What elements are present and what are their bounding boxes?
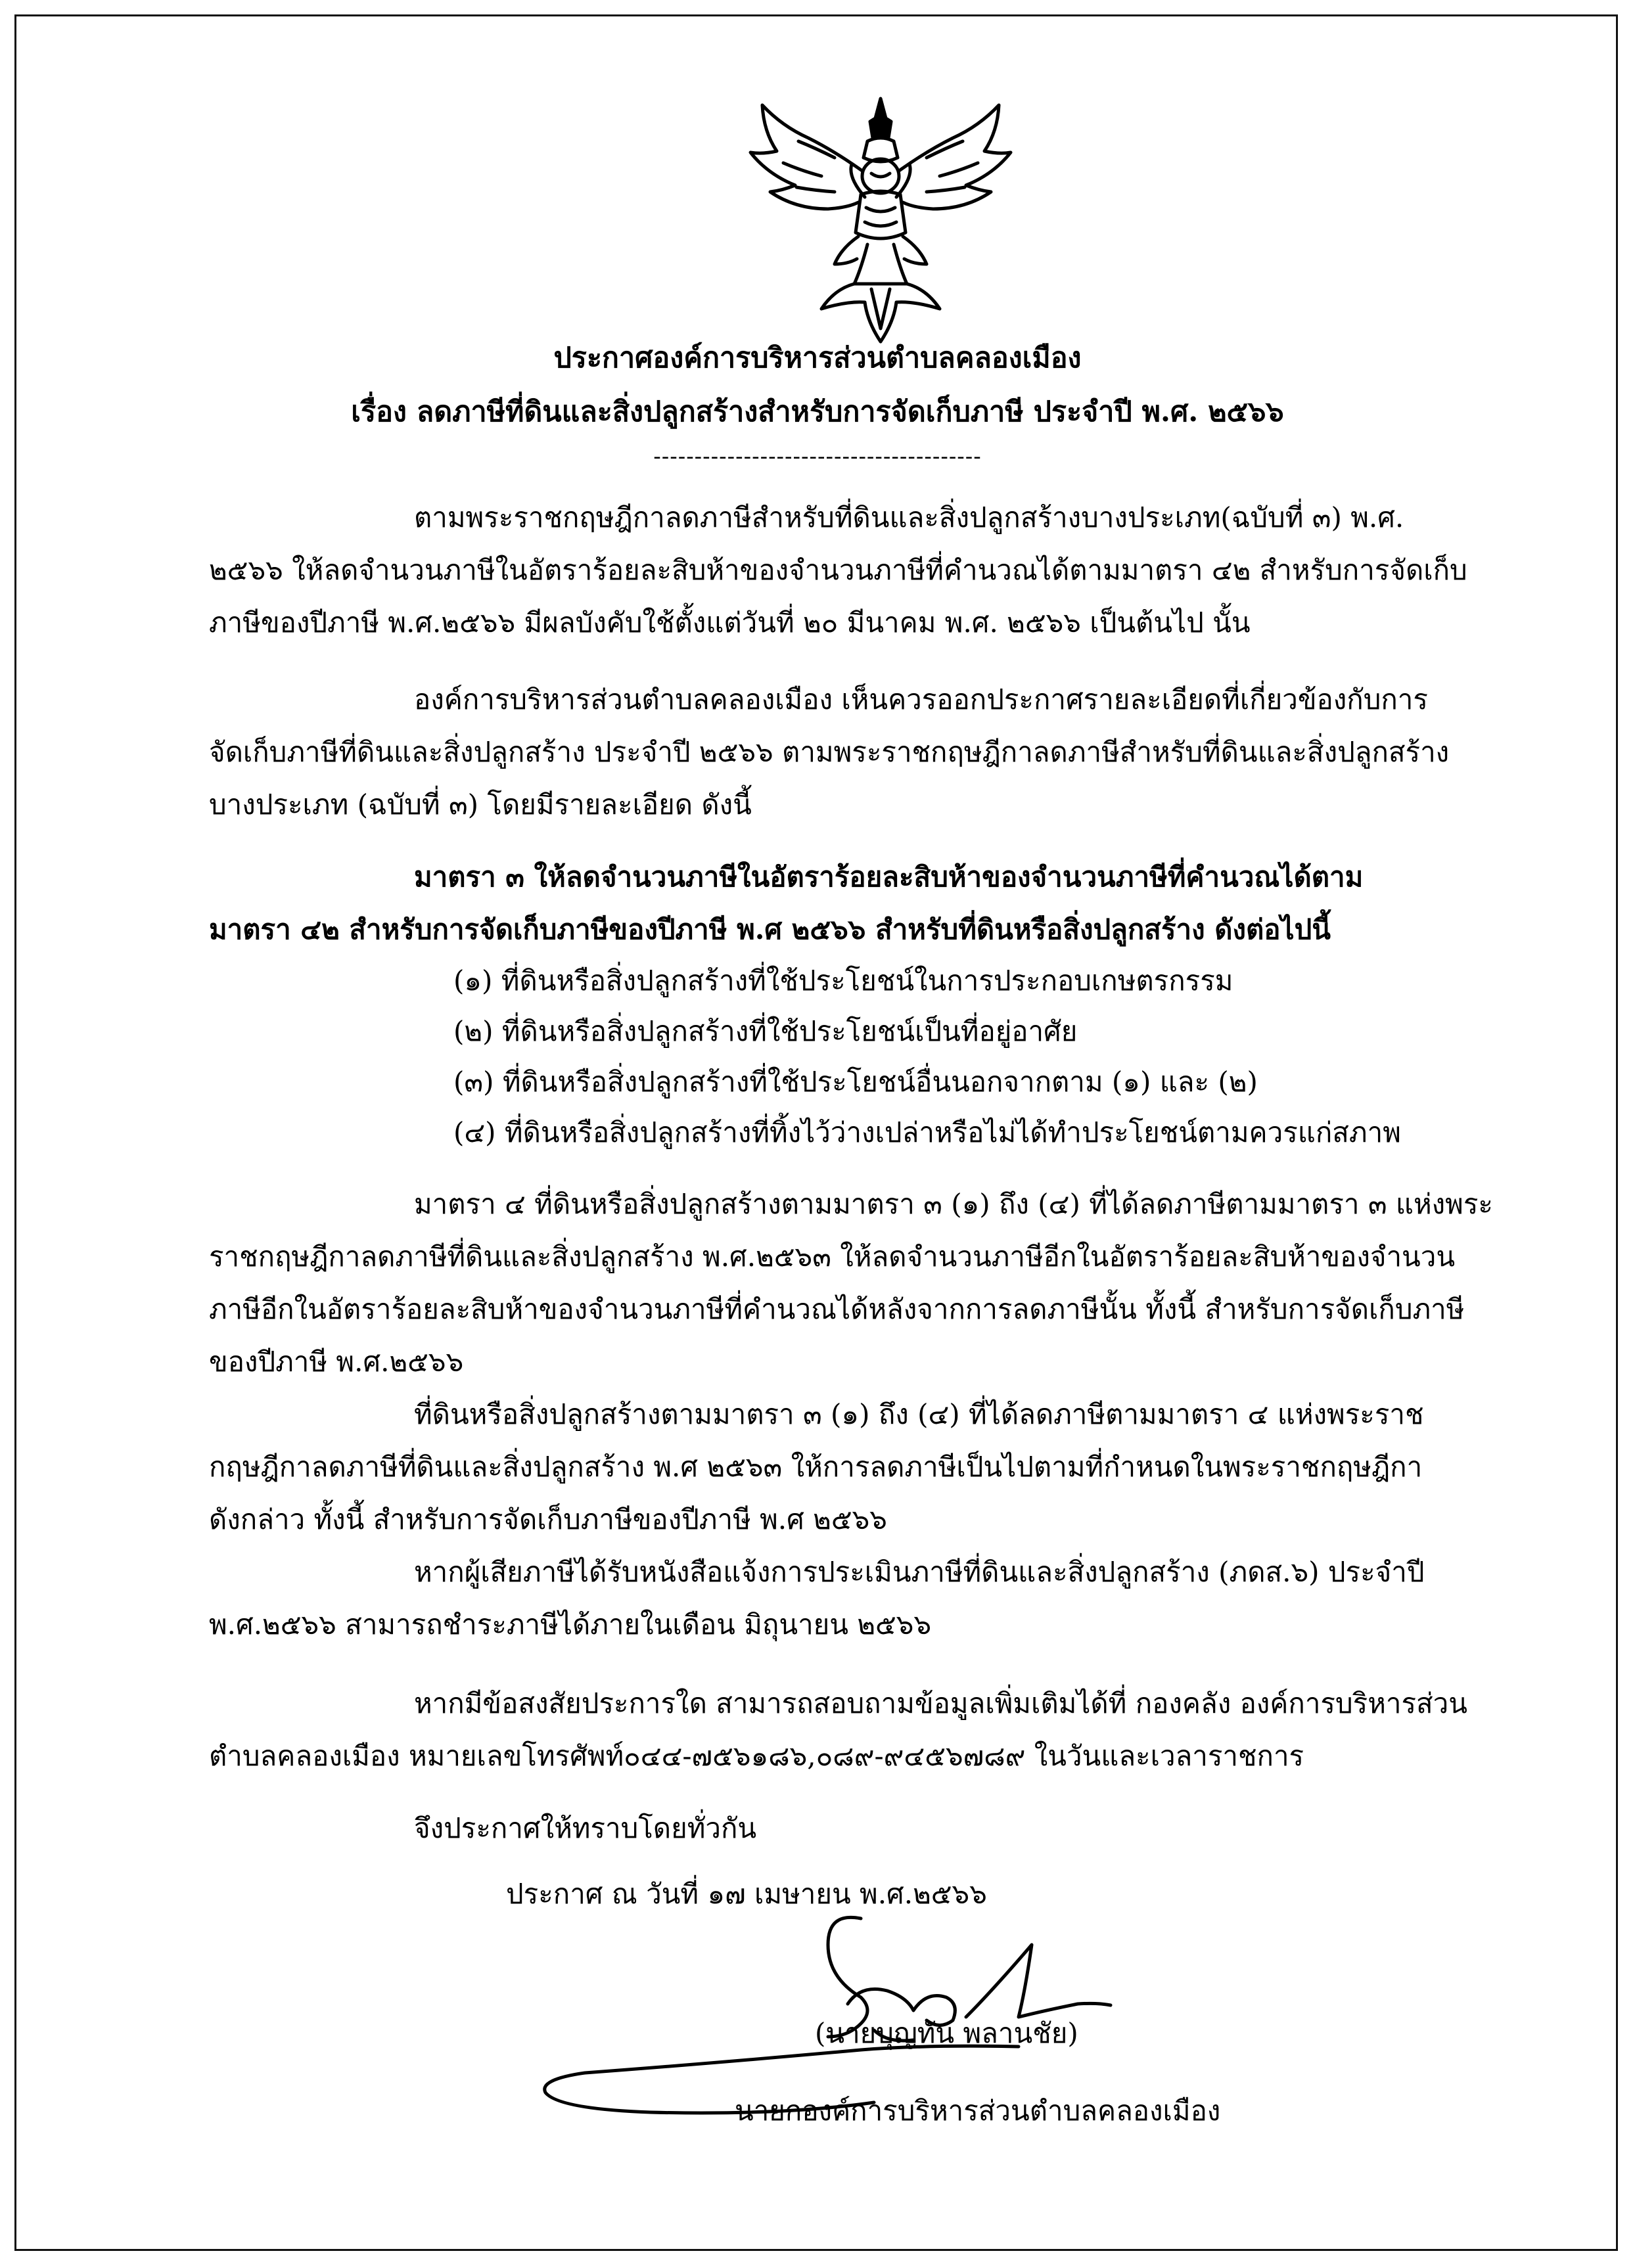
closing-statement: จึงประกาศให้ทราบโดยทั่วกัน: [414, 1812, 757, 1844]
section3-line-2: มาตรา ๔๒ สำหรับการจัดเก็บภาษีของปีภาษี พ.ศ ๒๕๖๖ สำหรับที่ดินหรือสิ่งปลูกสร้าง ดังต่อไปนี้: [209, 913, 1331, 945]
announcement-date: ประกาศ ณ วันที่ ๑๗ เมษายน พ.ศ.๒๕๖๖: [506, 1878, 987, 1910]
para7-line-1: หากมีข้อสงสัยประการใด สามารถสอบถามข้อมูลเพิ่มเติมได้ที่ กองคลัง องค์การบริหารส่วน: [414, 1687, 1467, 1719]
para1-line-2: ๒๕๖๖ ให้ลดจำนวนภาษีในอัตราร้อยละสิบห้าของจำนวนภาษีที่คำนวณได้ตามมาตรา ๔๒ สำหรับการจัดเก็บ: [209, 554, 1467, 586]
signatory-name: (นายบุญทัน พลานชัย): [815, 2017, 1078, 2049]
para7-line-2: ตำบลคลองเมือง หมายเลขโทรศัพท์๐๔๔-๗๕๖๑๘๖,๐๘๙-๙๔๕๖๗๘๙ ในวันและเวลาราชการ: [209, 1740, 1304, 1772]
garuda-emblem-icon: [736, 92, 1025, 348]
para1-line-3: ภาษีของปีภาษี พ.ศ.๒๕๖๖ มีผลบังคับใช้ตั้งแต่วันที่ ๒๐ มีนาคม พ.ศ. ๒๕๖๖ เป็นต้นไป นั้น: [209, 606, 1251, 639]
section4-line-3: ภาษีอีกในอัตราร้อยละสิบห้าของจำนวนภาษีที่คำนวณได้หลังจากการลดภาษีนั้น ทั้งนี้ สำหรับการจัดเก็บภาษี: [209, 1293, 1465, 1325]
para2-line-1: องค์การบริหารส่วนตำบลคลองเมือง เห็นควรออกประกาศรายละเอียดที่เกี่ยวข้องกับการ: [414, 683, 1428, 715]
section4-line-2: ราชกฤษฎีกาลดภาษีที่ดินและสิ่งปลูกสร้าง พ.ศ.๒๕๖๓ ให้ลดจำนวนภาษีอีกในอัตราร้อยละสิบห้าของจำนวน: [209, 1240, 1456, 1273]
separator-line: ----------------------------------------: [653, 443, 982, 470]
list-item-4: (๔) ที่ดินหรือสิ่งปลูกสร้างที่ทิ้งไว้ว่างเปล่าหรือไม่ได้ทำประโยชน์ตามควรแก่สภาพ: [453, 1116, 1401, 1148]
para6-line-2: พ.ศ.๒๕๖๖ สามารถชำระภาษีได้ภายในเดือน มิถุนายน ๒๕๖๖: [209, 1608, 932, 1641]
para1-line-1: ตามพระราชกฤษฎีกาลดภาษีสำหรับที่ดินและสิ่งปลูกสร้างบางประเภท(ฉบับที่ ๓) พ.ศ.: [414, 501, 1404, 533]
para5-line-1: ที่ดินหรือสิ่งปลูกสร้างตามมาตรา ๓ (๑) ถึง (๔) ที่ได้ลดภาษีตามมาตรา ๔ แห่งพระราช: [414, 1398, 1424, 1430]
para5-line-2: กฤษฎีกาลดภาษีที่ดินและสิ่งปลูกสร้าง พ.ศ ๒๕๖๓ ให้การลดภาษีเป็นไปตามที่กำหนดในพระราชกฤษฎีกา: [209, 1451, 1423, 1483]
section4-line-1: มาตรา ๔ ที่ดินหรือสิ่งปลูกสร้างตามมาตรา ๓ (๑) ถึง (๔) ที่ได้ลดภาษีตามมาตรา ๓ แห่งพระ: [414, 1188, 1493, 1220]
para5-line-3: ดังกล่าว ทั้งนี้ สำหรับการจัดเก็บภาษีของปีภาษี พ.ศ ๒๕๖๖: [209, 1503, 887, 1535]
para2-line-3: บางประเภท (ฉบับที่ ๓) โดยมีรายละเอียด ดังนี้: [209, 788, 752, 821]
list-item-2: (๒) ที่ดินหรือสิ่งปลูกสร้างที่ใช้ประโยชน์เป็นที่อยู่อาศัย: [453, 1015, 1078, 1047]
para6-line-1: หากผู้เสียภาษีได้รับหนังสือแจ้งการประเมินภาษีที่ดินและสิ่งปลูกสร้าง (ภดส.๖) ประจำปี: [414, 1556, 1425, 1588]
list-item-3: (๓) ที่ดินหรือสิ่งปลูกสร้างที่ใช้ประโยชน์อื่นนอกจากตาม (๑) และ (๒): [453, 1066, 1258, 1098]
section3-line-1: มาตรา ๓ ให้ลดจำนวนภาษีในอัตราร้อยละสิบห้าของจำนวนภาษีที่คำนวณได้ตาม: [414, 861, 1364, 893]
list-item-1: (๑) ที่ดินหรือสิ่งปลูกสร้างที่ใช้ประโยชน์ในการประกอบเกษตรกรรม: [453, 964, 1233, 997]
handwritten-signature: [519, 1905, 1124, 2116]
para2-line-2: จัดเก็บภาษีที่ดินและสิ่งปลูกสร้าง ประจำปี ๒๕๖๖ ตามพระราชกฤษฎีกาลดภาษีสำหรับที่ดินและสิ่งปลูกสร้าง: [209, 736, 1450, 768]
announcement-subject: เรื่อง ลดภาษีที่ดินและสิ่งปลูกสร้างสำหรับการจัดเก็บภาษี ประจำปี พ.ศ. ๒๕๖๖: [351, 396, 1284, 428]
section4-line-4: ของปีภาษี พ.ศ.๒๕๖๖: [209, 1346, 464, 1378]
announcement-title: ประกาศองค์การบริหารส่วนตำบลคลองเมือง: [553, 342, 1082, 374]
signatory-position: นายกองค์การบริหารส่วนตำบลคลองเมือง: [735, 2095, 1221, 2127]
